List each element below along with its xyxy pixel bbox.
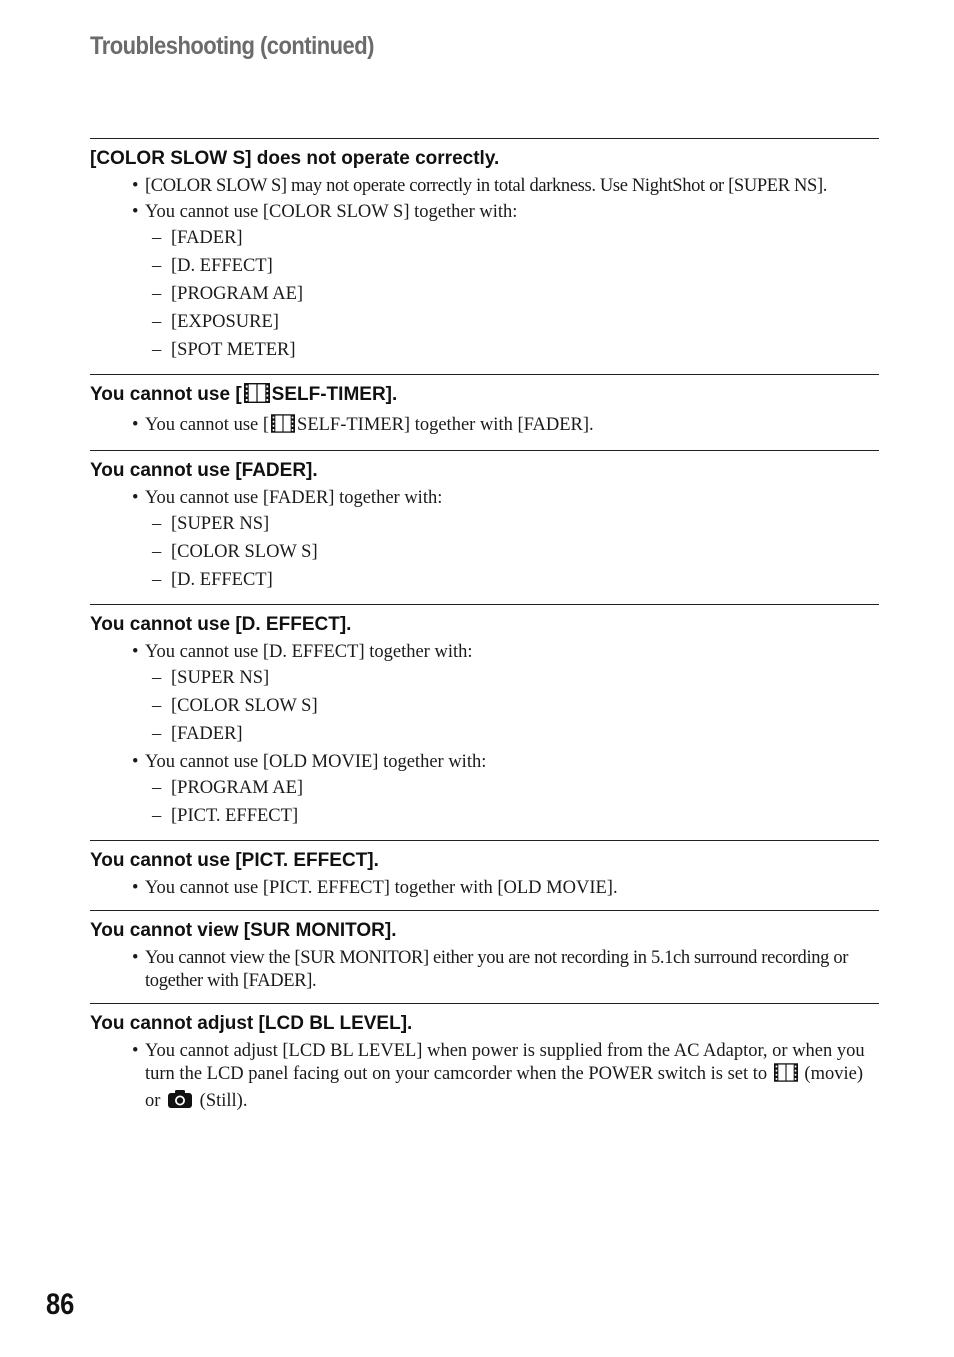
dash-item: – [FADER]: [90, 224, 879, 252]
bullet-item: [90, 414, 879, 440]
dash-item: – [EXPOSURE]: [90, 308, 879, 336]
section-heading: You cannot use [D. EFFECT].: [90, 614, 352, 635]
section-color-slow-s: [90, 138, 879, 374]
section-heading: You cannot view [SUR MONITOR].: [90, 920, 397, 941]
camera-icon: [167, 1089, 193, 1116]
section-fader: [90, 450, 879, 604]
film-strip-icon: [271, 414, 295, 440]
bullet-item: • You cannot use [COLOR SLOW S] together with:: [90, 201, 879, 224]
section-heading: You cannot adjust [LCD BL LEVEL].: [90, 1013, 413, 1034]
bullet-text: (movie) or: [145, 1064, 863, 1111]
dash-item: – [D. EFFECT]: [90, 252, 879, 280]
dash-item: – [PROGRAM AE]: [90, 774, 879, 802]
section-heading: You cannot use [PICT. EFFECT].: [90, 850, 379, 871]
section-sur-monitor: [90, 910, 879, 1003]
dash-item: – [D. EFFECT]: [90, 566, 879, 594]
dash-item: – [FADER]: [90, 720, 879, 748]
bullet-text: (Still).: [199, 1091, 248, 1111]
section-d-effect: [90, 604, 879, 840]
film-strip-icon: [244, 383, 270, 410]
dash-item: – [PROGRAM AE]: [90, 280, 879, 308]
dash-item: – [SUPER NS]: [90, 510, 879, 538]
bullet-text: You cannot use [: [145, 415, 270, 435]
bullet-item: • [COLOR SLOW S] may not operate correctly in total darkness. Use NightShot or [SUPER NS].: [90, 175, 879, 198]
bullet-item: • You cannot use [OLD MOVIE] together with:: [90, 751, 879, 774]
bullet-text: SELF-TIMER] together with [FADER].: [297, 415, 594, 435]
bullet-item: • You cannot use [PICT. EFFECT] together with [OLD MOVIE].: [90, 877, 879, 900]
section-self-timer: [90, 374, 879, 450]
dash-item: – [SUPER NS]: [90, 664, 879, 692]
section-heading: [COLOR SLOW S] does not operate correctly.: [90, 148, 500, 169]
dash-item: – [SPOT METER]: [90, 336, 879, 364]
section-pict-effect: [90, 840, 879, 910]
film-strip-icon: [774, 1063, 798, 1089]
bullet-text: You cannot adjust [LCD BL LEVEL] when power is supplied from the AC Adaptor, or when you turn the LCD panel facing out on your camcorder when the POWER switch is set to: [145, 1041, 865, 1084]
heading-text: SELF-TIMER].: [271, 384, 398, 405]
bullet-item: • You cannot use [FADER] together with:: [90, 487, 879, 510]
heading-text: You cannot use [: [90, 384, 242, 405]
bullet-item: [90, 1040, 879, 1116]
section-lcd-bl-level: [90, 1003, 879, 1126]
bullet-item: • You cannot view the [SUR MONITOR] either you are not recording in 5.1ch surround recording or together with [FADER].: [90, 947, 879, 993]
troubleshooting-content: [90, 138, 879, 1126]
page-header-title: Troubleshooting (continued): [90, 32, 374, 60]
section-heading: You cannot use [FADER].: [90, 460, 318, 481]
section-heading: [90, 383, 879, 410]
bullet-item: • You cannot use [D. EFFECT] together with:: [90, 641, 879, 664]
page-number: 86: [46, 1288, 75, 1321]
dash-item: – [PICT. EFFECT]: [90, 802, 879, 830]
dash-item: – [COLOR SLOW S]: [90, 692, 879, 720]
dash-item: – [COLOR SLOW S]: [90, 538, 879, 566]
